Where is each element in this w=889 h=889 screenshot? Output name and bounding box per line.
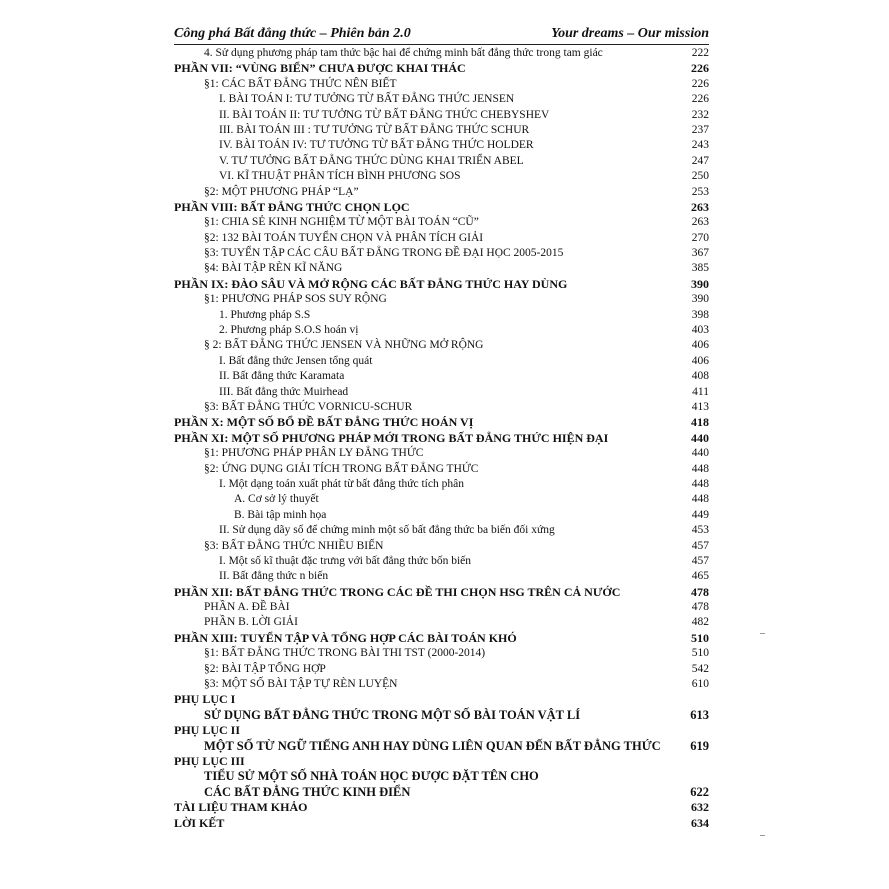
toc-entry-title: III. BÀI TOÁN III : TƯ TƯỞNG TỪ BẤT ĐẲNG THỨC SCHUR (219, 123, 530, 136)
toc-entry (174, 446, 709, 461)
toc-entry-page: 465 (691, 570, 709, 583)
toc-entry-title: PHẦN XII: BẤT ĐẲNG THỨC TRONG CÁC ĐỀ THI CHỌN HSG TRÊN CẢ NƯỚC (174, 584, 621, 599)
toc-entry-page: 226 (691, 77, 709, 90)
toc-entry-page: 390 (691, 276, 709, 291)
toc-entry-page: 385 (691, 262, 709, 275)
toc-entry-title: TIỂU SỬ MỘT SỐ NHÀ TOÁN HỌC ĐƯỢC ĐẶT TÊN CHO (204, 769, 539, 784)
page-header (174, 26, 709, 45)
toc-entry-page: 448 (691, 462, 709, 475)
toc-entry-page: 622 (690, 784, 709, 799)
toc-entry-title: 4. Sử dụng phương pháp tam thức bậc hai để chứng minh bất đẳng thức trong tam giác (204, 47, 603, 59)
toc-entry-title: §2: BÀI TẬP TỔNG HỢP (204, 662, 326, 675)
toc-entry-page: 403 (691, 324, 709, 337)
toc-entry (174, 615, 709, 630)
toc-entry-title: A. Cơ sở lý thuyết (234, 493, 319, 506)
toc-entry (174, 462, 709, 477)
toc-entry-page: 406 (691, 354, 709, 367)
toc-entry (174, 785, 709, 800)
toc-entry-page: 390 (691, 293, 709, 306)
toc-entry-title: §1: PHƯƠNG PHÁP SOS SUY RỘNG (204, 293, 387, 306)
toc-entry-page: 478 (691, 601, 709, 614)
toc-entry (174, 385, 709, 400)
toc-entry (174, 323, 709, 338)
table-of-contents (174, 46, 709, 831)
toc-entry-page: 482 (691, 616, 709, 629)
toc-entry (174, 354, 709, 369)
toc-entry (174, 277, 709, 292)
toc-entry-page: 253 (691, 185, 709, 198)
toc-entry (174, 708, 709, 723)
toc-entry (174, 61, 709, 76)
toc-entry-title: 2. Phương pháp S.O.S hoán vị (219, 324, 359, 337)
toc-entry-title: V. TƯ TƯỞNG BẤT ĐẲNG THỨC DÙNG KHAI TRIỂN ABEL (219, 154, 524, 167)
toc-entry-title: PHỤ LỤC II (174, 723, 241, 738)
toc-entry-title: 1. Phương pháp S.S (219, 308, 311, 321)
toc-entry-page: 263 (691, 216, 709, 229)
toc-entry-page: 440 (691, 430, 709, 445)
toc-entry-title: PHẦN A. ĐỀ BÀI (204, 601, 290, 614)
toc-entry-page: 408 (691, 370, 709, 383)
toc-entry-title: §2: MỘT PHƯƠNG PHÁP “LẠ” (204, 185, 359, 198)
toc-entry-page: 243 (691, 139, 709, 152)
toc-entry-page: 222 (691, 47, 709, 59)
toc-entry-page: 263 (691, 199, 709, 214)
toc-entry-page: 613 (690, 707, 709, 722)
toc-entry-title: §3: BẤT ĐẲNG THỨC VORNICU-SCHUR (204, 400, 413, 413)
toc-entry (174, 554, 709, 569)
toc-entry-title: PHẦN VII: “VÙNG BIỂN” CHƯA ĐƯỢC KHAI THÁC (174, 61, 466, 76)
toc-entry-page: 448 (691, 477, 709, 490)
toc-entry (174, 231, 709, 246)
toc-entry-page: 232 (691, 108, 709, 121)
toc-entry-page: 610 (691, 678, 709, 691)
toc-entry (174, 600, 709, 615)
toc-entry-page: 453 (691, 524, 709, 537)
toc-entry (174, 46, 709, 61)
toc-entry-page: 226 (691, 61, 709, 76)
toc-entry (174, 292, 709, 307)
toc-entry (174, 539, 709, 554)
toc-entry-page: 411 (692, 385, 709, 398)
toc-entry-page: 632 (691, 800, 709, 815)
toc-entry-page: 478 (691, 584, 709, 599)
toc-entry-page: 237 (691, 123, 709, 136)
toc-entry (174, 169, 709, 184)
toc-entry-title: IV. BÀI TOÁN IV: TƯ TƯỞNG TỪ BẤT ĐẲNG THỨC HOLDER (219, 139, 534, 152)
toc-entry-title: I. Một dạng toán xuất phát từ bất đẳng thức tích phân (219, 477, 464, 490)
toc-entry-title: PHẦN B. LỜI GIẢI (204, 616, 298, 629)
toc-entry-title: PHẦN XIII: TUYỂN TẬP VÀ TỔNG HỢP CÁC BÀI TOÁN KHÓ (174, 630, 517, 645)
toc-entry-title: PHẦN XI: MỘT SỐ PHƯƠNG PHÁP MỚI TRONG BẤT ĐẲNG THỨC HIỆN ĐẠI (174, 430, 609, 445)
toc-entry-page: 619 (690, 738, 709, 753)
toc-entry (174, 677, 709, 692)
toc-entry (174, 200, 709, 215)
toc-entry-title: I. BÀI TOÁN I: TƯ TƯỞNG TỪ BẤT ĐẲNG THỨC JENSEN (219, 93, 515, 106)
toc-entry-page: 398 (691, 308, 709, 321)
toc-entry (174, 816, 709, 831)
header-slogan: Your dreams – Our mission (551, 26, 709, 41)
toc-entry (174, 185, 709, 200)
toc-entry (174, 400, 709, 415)
toc-entry (174, 477, 709, 492)
toc-entry-page: 510 (691, 630, 709, 645)
toc-entry-title: §2: 132 BÀI TOÁN TUYỂN CHỌN VÀ PHÂN TÍCH GIẢI (204, 231, 484, 244)
scan-mark (760, 633, 765, 634)
toc-entry-title: CÁC BẤT ĐẲNG THỨC KINH ĐIỂN (204, 784, 411, 799)
toc-entry (174, 338, 709, 353)
toc-entry-title: II. Sử dụng dãy số để chứng minh một số bất đẳng thức ba biến đối xứng (219, 524, 555, 537)
toc-entry-title: VI. KĨ THUẬT PHÂN TÍCH BÌNH PHƯƠNG SOS (219, 170, 461, 183)
toc-entry (174, 261, 709, 276)
toc-entry-page: 250 (691, 170, 709, 183)
toc-entry-title: § 2: BẤT ĐẲNG THỨC JENSEN VÀ NHỮNG MỞ RỘNG (204, 339, 484, 352)
toc-entry-title: §3: TUYỂN TẬP CÁC CÂU BẤT ĐẲNG TRONG ĐỀ ĐẠI HỌC 2005-2015 (204, 247, 564, 260)
toc-entry (174, 154, 709, 169)
toc-entry (174, 754, 709, 769)
toc-entry-page: 448 (691, 493, 709, 506)
toc-entry (174, 800, 709, 815)
toc-entry-title: §1: PHƯƠNG PHÁP PHÂN LY ĐẲNG THỨC (204, 447, 424, 460)
toc-entry-title: §4: BÀI TẬP RÈN KĨ NĂNG (204, 262, 343, 275)
toc-entry (174, 769, 709, 784)
toc-entry-page: 449 (691, 508, 709, 521)
toc-entry-page: 367 (691, 247, 709, 260)
toc-entry (174, 492, 709, 507)
toc-entry-page: 542 (691, 662, 709, 675)
toc-entry-title: PHỤ LỤC I (174, 692, 236, 707)
toc-entry (174, 569, 709, 584)
toc-entry-title: §1: CÁC BẤT ĐẲNG THỨC NÊN BIẾT (204, 77, 397, 90)
toc-entry-title: TÀI LIỆU THAM KHẢO (174, 800, 308, 815)
toc-entry (174, 523, 709, 538)
toc-entry-page: 634 (691, 815, 709, 830)
toc-entry (174, 138, 709, 153)
toc-entry-title: II. BÀI TOÁN II: TƯ TƯỞNG TỪ BẤT ĐẲNG THỨC CHEBYSHEV (219, 108, 550, 121)
toc-entry (174, 431, 709, 446)
toc-entry-page: 457 (691, 539, 709, 552)
toc-entry (174, 415, 709, 430)
toc-entry-title: B. Bài tập minh họa (234, 508, 327, 521)
toc-entry-page: 247 (691, 154, 709, 167)
toc-entry-page: 270 (691, 231, 709, 244)
toc-entry-title: §2: ỨNG DỤNG GIẢI TÍCH TRONG BẤT ĐẲNG THỨC (204, 462, 479, 475)
toc-entry-title: II. Bất đẳng thức n biến (219, 570, 329, 583)
toc-entry-page: 406 (691, 339, 709, 352)
toc-entry (174, 631, 709, 646)
toc-entry-title: PHẦN VIII: BẤT ĐẲNG THỨC CHỌN LỌC (174, 199, 410, 214)
toc-entry-title: I. Một số kĩ thuật đặc trưng với bất đẳng thức bốn biến (219, 554, 472, 567)
toc-entry-page: 457 (691, 554, 709, 567)
toc-entry (174, 692, 709, 707)
toc-entry-title: II. Bất đẳng thức Karamata (219, 370, 345, 383)
toc-entry-page: 413 (691, 400, 709, 413)
toc-entry-title: PHẦN X: MỘT SỐ BỔ ĐỀ BẤT ĐẲNG THỨC HOÁN VỊ (174, 415, 474, 430)
toc-entry (174, 739, 709, 754)
toc-entry-title: SỬ DỤNG BẤT ĐẲNG THỨC TRONG MỘT SỐ BÀI TOÁN VẬT LÍ (204, 707, 581, 722)
toc-entry (174, 723, 709, 738)
toc-entry-page: 226 (691, 93, 709, 106)
toc-entry (174, 92, 709, 107)
toc-entry-page: 418 (691, 415, 709, 430)
toc-entry-title: §3: BẤT ĐẲNG THỨC NHIỀU BIẾN (204, 539, 384, 552)
toc-entry (174, 508, 709, 523)
toc-entry (174, 215, 709, 230)
scan-mark (760, 835, 765, 836)
toc-entry-title: III. Bất đẳng thức Muirhead (219, 385, 349, 398)
toc-entry-title: §1: CHIA SẺ KINH NGHIỆM TỪ MỘT BÀI TOÁN “CŨ” (204, 216, 479, 229)
toc-entry (174, 123, 709, 138)
toc-entry-title: PHẦN IX: ĐÀO SÂU VÀ MỞ RỘNG CÁC BẤT ĐẲNG THỨC HAY DÙNG (174, 276, 568, 291)
toc-entry (174, 662, 709, 677)
toc-entry-title: §1: BẤT ĐẲNG THỨC TRONG BÀI THI TST (2000-2014) (204, 647, 486, 660)
toc-entry (174, 585, 709, 600)
toc-entry (174, 308, 709, 323)
toc-entry-title: §3: MỘT SỐ BÀI TẬP TỰ RÈN LUYỆN (204, 678, 398, 691)
toc-entry-page: 510 (691, 647, 709, 660)
header-book-title: Công phá Bất đẳng thức – Phiên bản 2.0 (174, 26, 411, 41)
toc-entry (174, 108, 709, 123)
toc-entry-title: I. Bất đẳng thức Jensen tổng quát (219, 354, 373, 367)
toc-entry (174, 246, 709, 261)
toc-entry (174, 646, 709, 661)
toc-entry-page: 440 (691, 447, 709, 460)
toc-entry (174, 369, 709, 384)
toc-entry (174, 77, 709, 92)
toc-entry-title: LỜI KẾT (174, 815, 225, 830)
toc-entry-title: PHỤ LỤC III (174, 753, 245, 768)
toc-entry-title: MỘT SỐ TỪ NGỮ TIẾNG ANH HAY DÙNG LIÊN QUAN ĐẾN BẤT ĐẲNG THỨC (204, 738, 661, 753)
